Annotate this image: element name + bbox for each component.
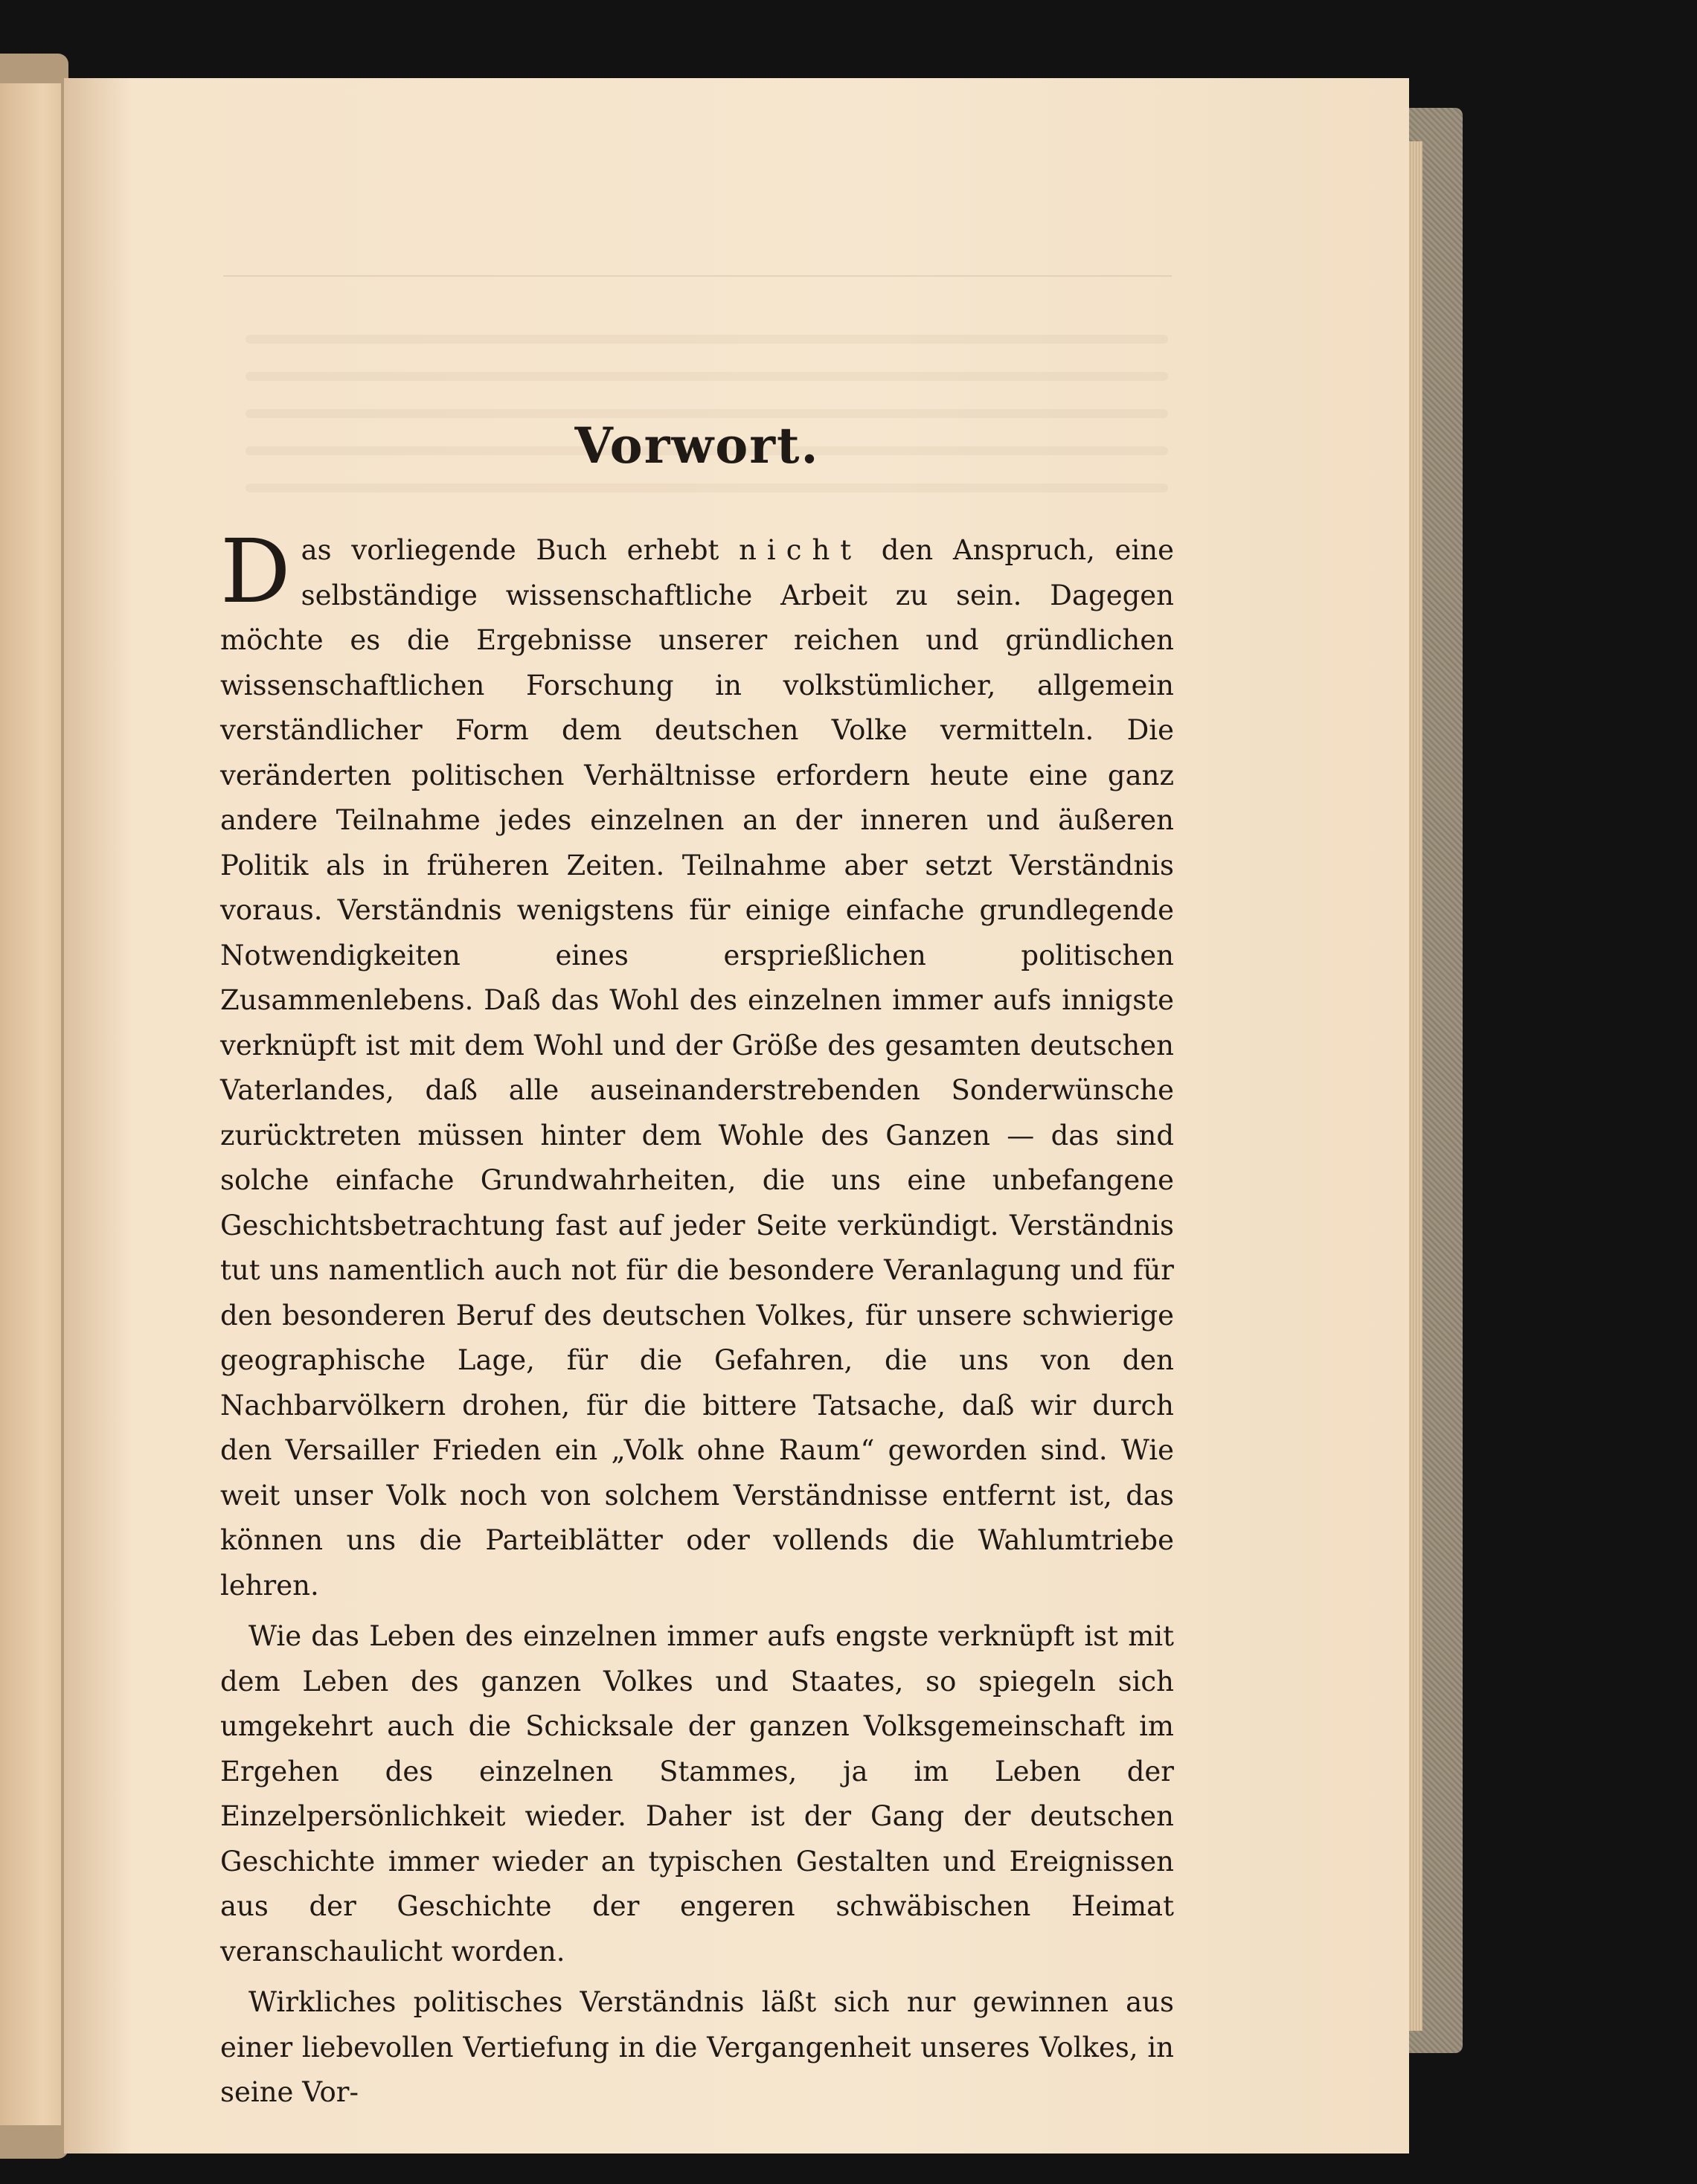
paragraph-3: Wirkliches politisches Verständnis läßt sich nur gewinnen aus einer liebevollen Vertiefung in die Vergangenheit unseres Volkes, in seine Vor- [220, 1986, 1174, 2108]
page-content [220, 417, 1174, 2116]
show-through-line [246, 372, 1168, 381]
paragraph-1-body: den Anspruch, eine selbständige wissenschaftliche Arbeit zu sein. Dagegen möchte es die Ergebnisse unserer reichen und gründlichen wissenschaftlichen Forschung in volkstümlicher, allgemein verständlicher Form dem deutschen Volke vermitteln. Die veränderten politischen Verhältnisse erfordern heute eine ganz andere Teilnahme jedes einzelnen an der inneren und äußeren Politik als in früheren Zeiten. Teilnahme aber setzt Verständnis voraus. Verständnis wenigstens für einige einfache grundlegende Notwendigkeiten eines ersprießlichen politischen Zusammenlebens. Daß das Wohl des einzelnen immer aufs innigste verknüpft ist mit dem Wohl und der Größe des gesamten deutschen Vaterlandes, daß alle auseinanderstrebenden Sonderwünsche zurücktreten müssen hinter dem Wohle des Ganzen — das sind solche einfache Grundwahrheiten, die uns eine unbefangene Geschichtsbetrachtung fast auf jeder Seite verkündigt. Verständnis tut uns namentlich auch not für die besondere Veranlagung und für den besonderen Beruf des deutschen Volkes, für unsere schwierige geographische Lage, für die Gefahren, die uns von den Nachbarvölkern drohen, für die bittere Tatsache, daß wir durch den Versailler Frieden ein „Volk ohne Raum“ geworden sind. Wie weit unser Volk noch von solchem Verständnisse entfernt ist, das können uns die Parteiblätter oder vollends die Wahlumtriebe lehren. [220, 534, 1175, 1602]
page-title: Vorwort. [574, 417, 820, 475]
show-through-line [246, 335, 1168, 344]
paragraph-2: Wie das Leben des einzelnen immer aufs engste verknüpft ist mit dem Leben des ganzen Volkes und Staates, so spiegeln sich umgekehrt auch die Schicksale der ganzen Volksgemeinschaft im Ergehen des einzelnen Stammes, ja im Leben der Einzelpersönlichkeit wieder. Daher ist der Gang der deutschen Geschichte immer wieder an typischen Gestalten und Ereignissen aus der Geschichte der engeren schwäbischen Heimat veranschaulicht worden. [220, 1620, 1174, 1968]
paragraph-1-lead: Das vorliegende Buch erhebt [220, 520, 740, 623]
emphasis-text: nicht [739, 534, 862, 566]
left-page-edge [0, 83, 61, 2125]
paragraph-1 [220, 520, 1175, 1608]
show-through-rule [223, 275, 1172, 277]
